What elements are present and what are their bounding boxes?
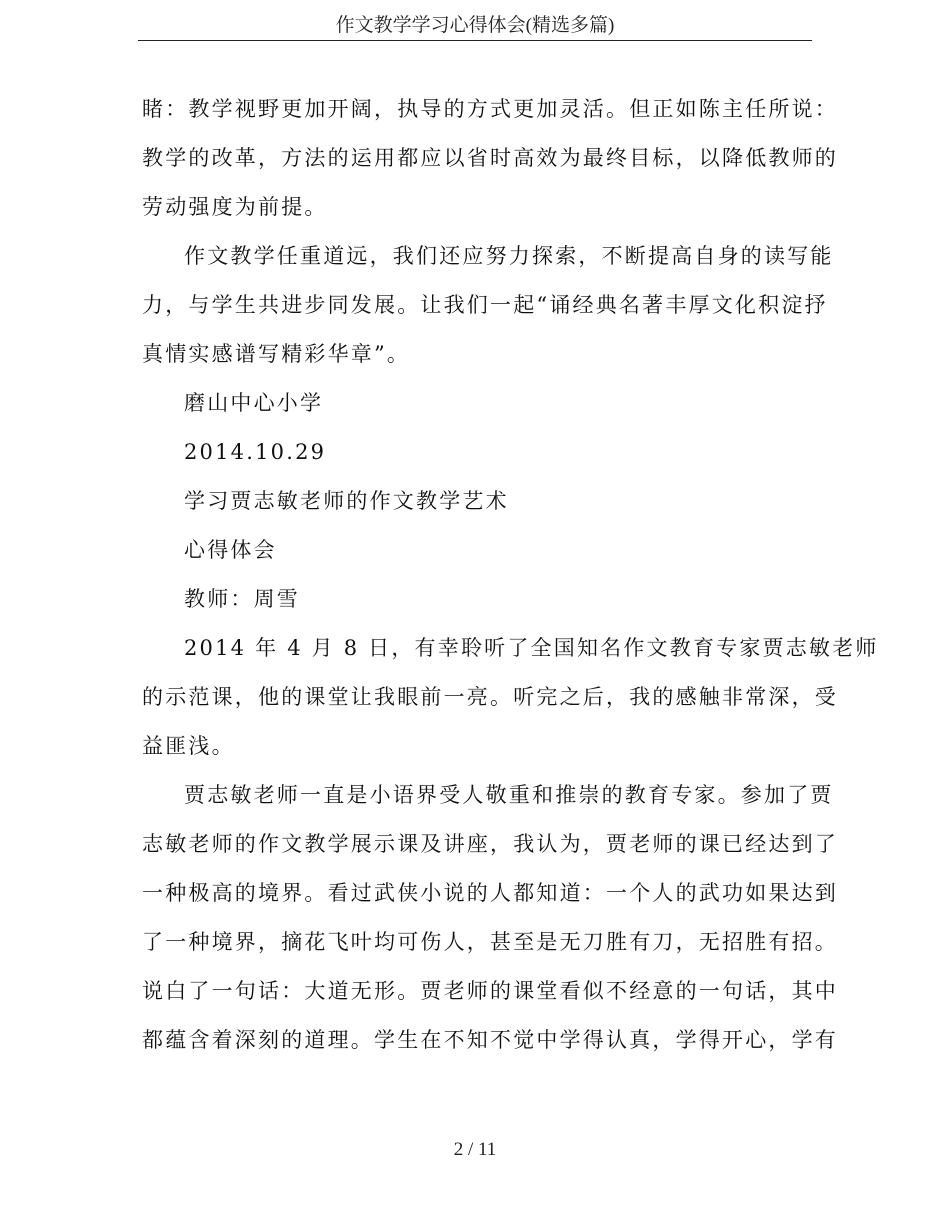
body-line: 作文教学任重道远，我们还应努力探索，不断提高自身的读写能 xyxy=(184,244,834,268)
body-line: 了一种境界，摘花飞叶均可伤人，甚至是无刀胜有刀，无招胜有招。 xyxy=(142,930,838,954)
body-line: 劳动强度为前提。 xyxy=(142,195,328,219)
body-line: 真情实感谱写精彩华章”。 xyxy=(142,342,411,366)
page-number: 2 / 11 xyxy=(453,1139,497,1160)
body-line: 教学的改革，方法的运用都应以省时高效为最终目标，以降低教师的 xyxy=(142,146,838,170)
article-title: 学习贾志敏老师的作文教学艺术 xyxy=(184,489,509,513)
body-line: 睹：教学视野更加开阔，执导的方式更加灵活。但正如陈主任所说： xyxy=(142,97,838,121)
school-name: 磨山中心小学 xyxy=(184,391,324,415)
body-line: 说白了一句话：大道无形。贾老师的课堂看似不经意的一句话，其中 xyxy=(142,979,838,1003)
body-line: 都蕴含着深刻的道理。学生在不知不觉中学得认真，学得开心，学有 xyxy=(142,1028,838,1052)
document-header-title: 作文教学学习心得体会(精选多篇) xyxy=(335,15,615,36)
article-subtitle: 心得体会 xyxy=(184,538,277,562)
body-line: 志敏老师的作文教学展示课及讲座，我认为，贾老师的课已经达到了 xyxy=(142,832,838,856)
body-line: 益匪浅。 xyxy=(142,734,235,758)
header-divider xyxy=(138,40,812,41)
author-line: 教师：周雪 xyxy=(184,587,300,611)
date-line: 2014.10.29 xyxy=(184,440,327,464)
body-line: 贾志敏老师一直是小语界受人敬重和推崇的教育专家。参加了贾 xyxy=(184,783,834,807)
body-line: 2014 年 4 月 8 日，有幸聆听了全国知名作文教育专家贾志敏老师 xyxy=(184,636,879,660)
document-body xyxy=(142,85,879,1065)
body-line: 的示范课，他的课堂让我眼前一亮。听完之后，我的感触非常深，受 xyxy=(142,685,838,709)
body-line: 一种极高的境界。看过武侠小说的人都知道：一个人的武功如果达到 xyxy=(142,881,838,905)
body-line: 力，与学生共进步同发展。让我们一起“诵经典名著丰厚文化积淀抒 xyxy=(142,293,828,317)
